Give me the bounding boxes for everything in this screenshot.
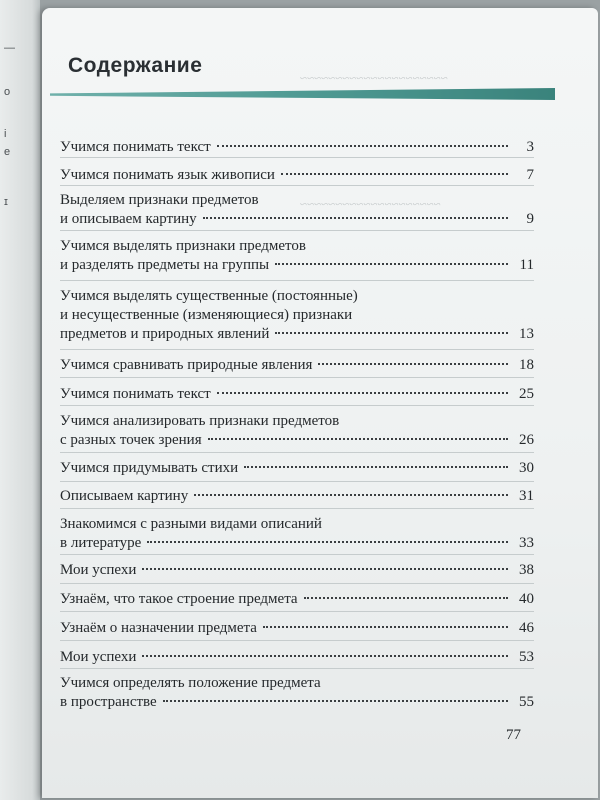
facing-page-mark: е <box>4 146 11 158</box>
toc-entry-title-line: и описываем картину <box>60 211 197 227</box>
toc-entry <box>60 237 534 275</box>
toc-entry-page-number: 31 <box>519 488 534 504</box>
toc-entry-page-number: 53 <box>519 649 534 665</box>
dot-leader <box>275 332 508 334</box>
toc-entry-page-number: 13 <box>519 326 534 342</box>
dot-leader <box>208 438 508 440</box>
toc-entry-last-line <box>60 693 534 712</box>
toc-entry-page-number: 25 <box>519 386 534 402</box>
toc-entry-page-number: 9 <box>526 211 534 227</box>
entry-separator <box>60 349 534 350</box>
toc-entry-page-number: 11 <box>519 257 534 273</box>
toc-entry-title-line: Учимся понимать текст <box>60 386 211 402</box>
toc-entry <box>60 385 534 404</box>
toc-entry <box>60 138 534 157</box>
toc-entry-title-line: Мои успехи <box>60 562 137 578</box>
toc-entry-title-line: Выделяем признаки предметов <box>60 192 259 208</box>
facing-page-mark: і <box>4 128 7 140</box>
toc-entry <box>60 590 534 609</box>
show-through-text: ~~~~~~~~~~~~~~~~~~~~ <box>300 196 441 211</box>
toc-entry-title-line: Учимся понимать язык живописи <box>60 167 275 183</box>
entry-separator <box>60 157 534 158</box>
facing-page-mark: — <box>4 42 15 54</box>
entry-separator <box>60 185 534 186</box>
toc-entry-page-number: 3 <box>526 139 534 155</box>
dot-leader <box>281 173 508 175</box>
entry-separator <box>60 508 534 509</box>
toc-entry-last-line <box>60 648 534 667</box>
toc-entry-title-line: Учимся сравнивать природные явления <box>60 357 313 373</box>
toc-entry <box>60 191 534 229</box>
toc-entry <box>60 515 534 553</box>
toc-entry <box>60 459 534 478</box>
dot-leader <box>244 466 508 468</box>
page-title: Содержание <box>68 54 203 77</box>
toc-entry-last-line <box>60 325 534 344</box>
dot-leader <box>142 568 508 570</box>
toc-entry-last-line <box>60 166 534 185</box>
toc-entry <box>60 619 534 638</box>
entry-separator <box>60 405 534 406</box>
facing-page-mark: о <box>4 86 11 98</box>
toc-entry-page-number: 38 <box>519 562 534 578</box>
entry-separator <box>60 611 534 612</box>
dot-leader <box>194 494 508 496</box>
toc-entry <box>60 166 534 185</box>
toc-entry-title-line: Учимся придумывать стихи <box>60 460 239 476</box>
toc-entry <box>60 287 534 344</box>
toc-entry-last-line <box>60 431 534 450</box>
toc-entry-page-number: 7 <box>526 167 534 183</box>
toc-entry-last-line <box>60 356 534 375</box>
toc-entry <box>60 356 534 375</box>
toc-entry <box>60 648 534 667</box>
toc-entry-last-line <box>60 619 534 638</box>
toc-entry-page-number: 46 <box>519 620 534 636</box>
toc-entry-page-number: 18 <box>519 357 534 373</box>
toc-entry-last-line <box>60 534 534 553</box>
entry-separator <box>60 280 534 281</box>
toc-entry-title-line: Узнаём о назначении предмета <box>60 620 257 636</box>
dot-leader <box>217 145 508 147</box>
show-through-text: ~~~~~~~~~~~~~~~~~~~~~ <box>300 70 448 85</box>
dot-leader <box>163 700 508 702</box>
toc-entry-title-line: в литературе <box>60 535 142 551</box>
entry-separator <box>60 230 534 231</box>
dot-leader <box>217 392 508 394</box>
toc-entry <box>60 674 534 712</box>
toc-entry-last-line <box>60 561 534 580</box>
toc-entry-title-line: предметов и природных явлений <box>60 326 270 342</box>
toc-entry-title-line: Мои успехи <box>60 649 137 665</box>
toc-entry-title-line: Учимся понимать текст <box>60 139 211 155</box>
toc-entry-last-line <box>60 590 534 609</box>
entry-separator <box>60 640 534 641</box>
toc-entry-last-line <box>60 138 534 157</box>
entry-separator <box>60 668 534 669</box>
dot-leader <box>203 217 508 219</box>
dot-leader <box>147 541 508 543</box>
toc-entry-title-line: с разных точек зрения <box>60 432 202 448</box>
toc-entry-title-line: и разделять предметы на группы <box>60 257 270 273</box>
dot-leader <box>318 363 508 365</box>
toc-entry-page-number: 40 <box>519 591 534 607</box>
dot-leader <box>275 263 508 265</box>
toc-entry-page-number: 26 <box>519 432 534 448</box>
toc-entry-last-line <box>60 487 534 506</box>
toc-entry <box>60 561 534 580</box>
page-number: 77 <box>506 727 521 743</box>
toc-entry-page-number: 55 <box>519 694 534 710</box>
toc-entry-last-line <box>60 210 534 229</box>
toc-entry-title-line: Знакомимся с разными видами описаний <box>60 516 322 532</box>
dot-leader <box>304 597 508 599</box>
entry-separator <box>60 583 534 584</box>
toc-entry-last-line <box>60 385 534 404</box>
dot-leader <box>263 626 508 628</box>
toc-entry <box>60 487 534 506</box>
toc-entry-title-line: Учимся выделять существенные (постоянные) <box>60 288 358 304</box>
toc-entry-title-line: Учимся определять положение предмета <box>60 675 321 691</box>
entry-separator <box>60 377 534 378</box>
toc-entry-title-line: и несущественные (изменяющиеся) признаки <box>60 307 353 323</box>
toc-entry-title-line: Учимся анализировать признаки предметов <box>60 413 340 429</box>
entry-separator <box>60 481 534 482</box>
entry-separator <box>60 452 534 453</box>
facing-page-mark: ɪ <box>4 196 8 208</box>
entry-separator <box>60 554 534 555</box>
toc-entry-page-number: 30 <box>519 460 534 476</box>
toc-entry-title-line: Узнаём, что такое строение предмета <box>60 591 298 607</box>
toc-entry-last-line <box>60 256 534 275</box>
toc-entry-last-line <box>60 459 534 478</box>
toc-entry <box>60 412 534 450</box>
toc-entry-title-line: в пространстве <box>60 694 157 710</box>
toc-entry-page-number: 33 <box>519 535 534 551</box>
toc-entry-title-line: Учимся выделять признаки предметов <box>60 238 306 254</box>
dot-leader <box>142 655 508 657</box>
toc-entry-title-line: Описываем картину <box>60 488 189 504</box>
